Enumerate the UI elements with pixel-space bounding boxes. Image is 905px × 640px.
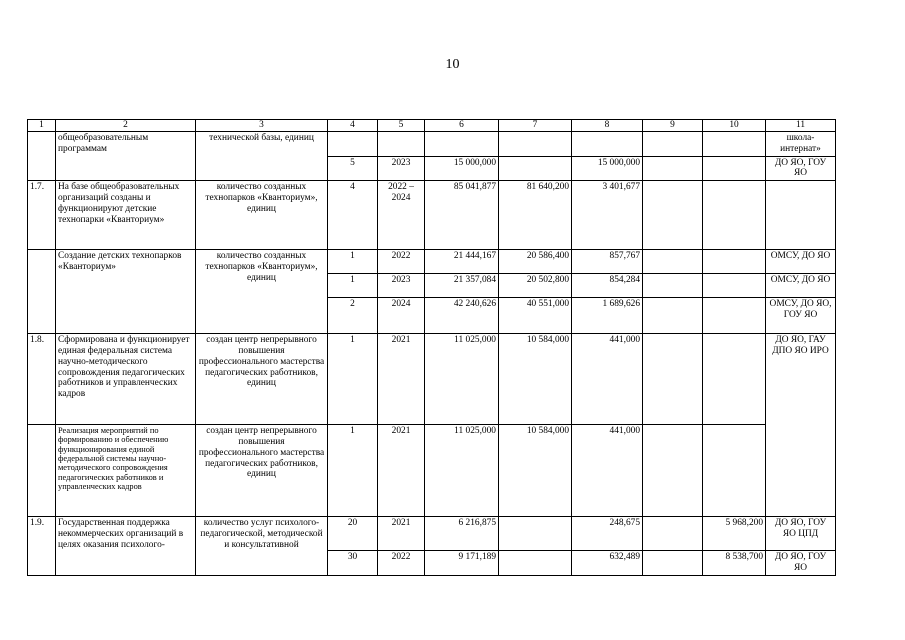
table-row <box>28 132 836 157</box>
cell-value: 1 <box>328 274 378 298</box>
cell-total: 11 025,000 <box>425 334 499 425</box>
cell-executor: школа-интернат» <box>766 132 836 157</box>
table-row <box>28 181 836 250</box>
cell-local <box>643 334 703 425</box>
cell-value <box>328 132 378 157</box>
cell-year: 2021 <box>378 425 425 517</box>
col-header-2: 2 <box>56 120 196 132</box>
cell-federal: 20 586,400 <box>499 250 572 274</box>
cell-year: 2023 <box>378 274 425 298</box>
cell-other <box>703 132 766 157</box>
cell-result: Сформирована и функционирует единая федеральная система научно-методического сопровождения педагогических работников и управленческих кадров <box>56 334 196 425</box>
cell-federal: 81 640,200 <box>499 181 572 250</box>
cell-executor: ОМСУ, ДО ЯО, ГОУ ЯО <box>766 298 836 334</box>
cell-total: 15 000,000 <box>425 156 499 181</box>
cell-result: Государственная поддержка некоммерческих организаций в целях оказания психолого- <box>56 517 196 576</box>
cell-total: 21 357,084 <box>425 274 499 298</box>
cell-local <box>643 425 703 517</box>
cell-total: 11 025,000 <box>425 425 499 517</box>
cell-regional: 854,284 <box>572 274 643 298</box>
cell-result: На базе общеобразовательных организаций созданы и функционируют детские технопарки «Кванториум» <box>56 181 196 250</box>
cell-year: 2024 <box>378 298 425 334</box>
cell-federal <box>499 551 572 576</box>
col-header-1: 1 <box>28 120 56 132</box>
page-number: 10 <box>445 57 460 72</box>
cell-executor: ДО ЯО, ГОУ ЯО <box>766 551 836 576</box>
column-number-header <box>28 120 836 132</box>
cell-local <box>643 551 703 576</box>
cell-federal <box>499 156 572 181</box>
cell-result: общеобразовательным программам <box>56 132 196 181</box>
cell-executor: ОМСУ, ДО ЯО <box>766 250 836 274</box>
cell-regional: 3 401,677 <box>572 181 643 250</box>
cell-indicator: технической базы, единиц <box>196 132 328 181</box>
cell-indicator: количество созданных технопарков «Кванториум», единиц <box>196 181 328 250</box>
cell-result: Создание детских технопарков «Кванториум» <box>56 250 196 334</box>
table-row <box>28 334 836 425</box>
cell-local <box>643 517 703 551</box>
cell-other <box>703 274 766 298</box>
cell-regional: 15 000,000 <box>572 156 643 181</box>
cell-value: 5 <box>328 156 378 181</box>
col-header-8: 8 <box>572 120 643 132</box>
cell-executor: ДО ЯО, ГОУ ЯО ЦПД <box>766 517 836 551</box>
cell-other <box>703 334 766 425</box>
cell-other <box>703 425 766 517</box>
cell-number <box>28 425 56 517</box>
cell-regional: 441,000 <box>572 425 643 517</box>
cell-other <box>703 250 766 274</box>
col-header-3: 3 <box>196 120 328 132</box>
cell-number <box>28 132 56 181</box>
cell-other <box>703 298 766 334</box>
cell-other: 8 538,700 <box>703 551 766 576</box>
cell-total: 21 444,167 <box>425 250 499 274</box>
cell-year: 2023 <box>378 156 425 181</box>
program-table <box>27 119 836 576</box>
cell-number: 1.8. <box>28 334 56 425</box>
cell-number: 1.7. <box>28 181 56 250</box>
cell-executor: ДО ЯО, ГАУ ДПО ЯО ИРО <box>766 334 836 517</box>
cell-year: 2022 <box>378 250 425 274</box>
cell-year: 2021 <box>378 517 425 551</box>
cell-executor: ДО ЯО, ГОУ ЯО <box>766 156 836 181</box>
cell-local <box>643 298 703 334</box>
cell-regional <box>572 132 643 157</box>
cell-federal: 10 584,000 <box>499 425 572 517</box>
cell-local <box>643 132 703 157</box>
cell-year <box>378 132 425 157</box>
cell-number: 1.9. <box>28 517 56 576</box>
cell-value: 20 <box>328 517 378 551</box>
cell-value: 30 <box>328 551 378 576</box>
table-row <box>28 425 836 517</box>
cell-number <box>28 250 56 334</box>
col-header-7: 7 <box>499 120 572 132</box>
col-header-9: 9 <box>643 120 703 132</box>
col-header-11: 11 <box>766 120 836 132</box>
cell-total <box>425 132 499 157</box>
cell-executor <box>766 181 836 250</box>
cell-federal: 40 551,000 <box>499 298 572 334</box>
cell-value: 2 <box>328 298 378 334</box>
cell-indicator: создан центр непрерывного повышения профессионального мастерства педагогических работников, единиц <box>196 425 328 517</box>
cell-value: 1 <box>328 334 378 425</box>
cell-total: 85 041,877 <box>425 181 499 250</box>
cell-local <box>643 274 703 298</box>
cell-value: 1 <box>328 425 378 517</box>
cell-local <box>643 156 703 181</box>
cell-year: 2022 <box>378 551 425 576</box>
col-header-4: 4 <box>328 120 378 132</box>
cell-other <box>703 181 766 250</box>
cell-federal <box>499 132 572 157</box>
table-row <box>28 517 836 551</box>
cell-local <box>643 250 703 274</box>
cell-indicator: количество услуг психолого-педагогической, методической и консультативной <box>196 517 328 576</box>
cell-value: 1 <box>328 250 378 274</box>
cell-indicator: создан центр непрерывного повышения профессионального мастерства педагогических работников, единиц <box>196 334 328 425</box>
cell-local <box>643 181 703 250</box>
cell-total: 6 216,875 <box>425 517 499 551</box>
col-header-6: 6 <box>425 120 499 132</box>
cell-other: 5 968,200 <box>703 517 766 551</box>
cell-federal <box>499 517 572 551</box>
col-header-10: 10 <box>703 120 766 132</box>
cell-year: 2022 – 2024 <box>378 181 425 250</box>
table-row <box>28 250 836 274</box>
cell-regional: 1 689,626 <box>572 298 643 334</box>
cell-regional: 632,489 <box>572 551 643 576</box>
cell-indicator: количество созданных технопарков «Кванториум», единиц <box>196 250 328 334</box>
cell-total: 9 171,189 <box>425 551 499 576</box>
cell-year: 2021 <box>378 334 425 425</box>
cell-regional: 441,000 <box>572 334 643 425</box>
col-header-5: 5 <box>378 120 425 132</box>
cell-federal: 20 502,800 <box>499 274 572 298</box>
cell-regional: 248,675 <box>572 517 643 551</box>
cell-value: 4 <box>328 181 378 250</box>
cell-federal: 10 584,000 <box>499 334 572 425</box>
cell-other <box>703 156 766 181</box>
cell-regional: 857,767 <box>572 250 643 274</box>
cell-result: Реализация мероприятий по формированию и обеспечению функционирования единой федеральной системы научно-методического сопровождения педагогических работников и управленческих кадров <box>56 425 196 517</box>
cell-executor: ОМСУ, ДО ЯО <box>766 274 836 298</box>
cell-total: 42 240,626 <box>425 298 499 334</box>
